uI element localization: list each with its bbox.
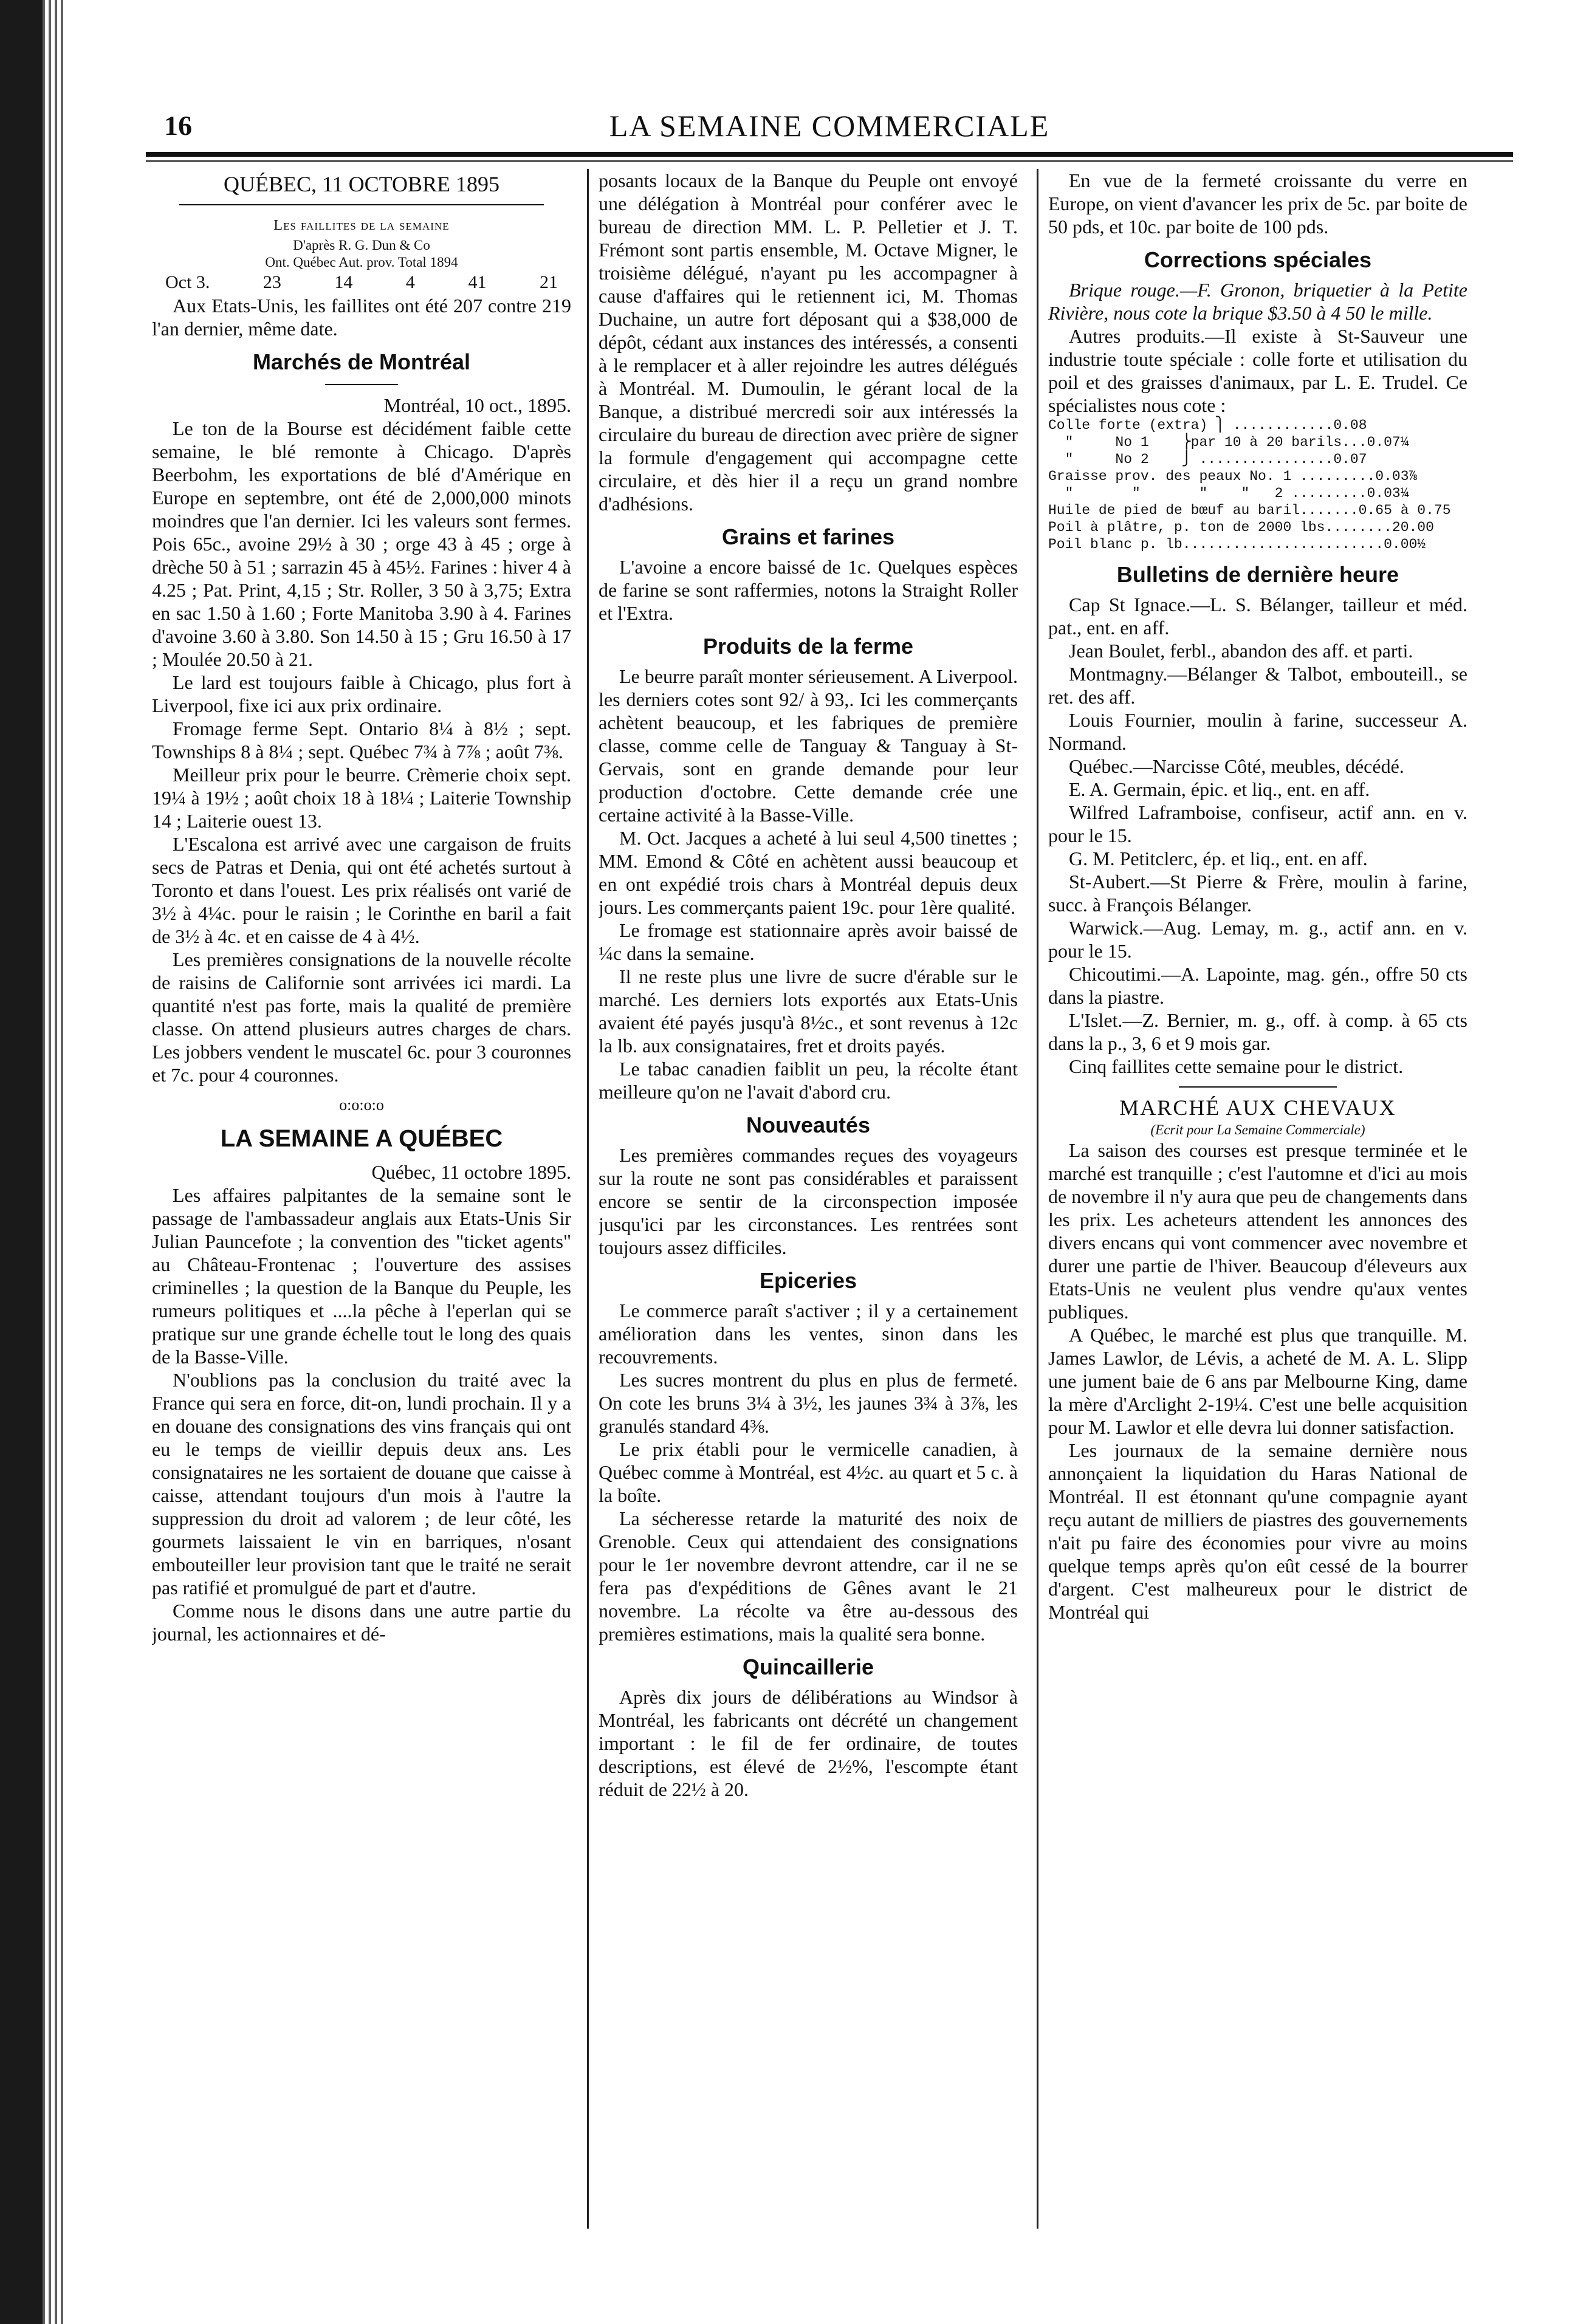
bulletin-item: Cinq faillites cette semaine pour le district. bbox=[1069, 1055, 1404, 1077]
faillites-source: D'après R. G. Dun & Co bbox=[293, 238, 430, 253]
paragraph: L'avoine a encore baissé de 1c. Quelques espèces de farine se sont raffermies, notons la Straight Roller et l'Extra. bbox=[599, 556, 1018, 624]
issue-dateline: QUÉBEC, 11 OCTOBRE 1895 bbox=[223, 172, 500, 196]
binding-spine bbox=[0, 0, 43, 2324]
bulletin-item: St-Aubert.—St Pierre & Frère, moulin à farine, succ. à François Bélanger. bbox=[1048, 871, 1467, 916]
section-dateline: Montréal, 10 oct., 1895. bbox=[383, 394, 571, 416]
masthead: LA SEMAINE COMMERCIALE bbox=[609, 109, 1050, 143]
paragraph: Le commerce paraît s'activer ; il y a certainement amélioration dans les ventes, sinon dans les recouvrements. bbox=[599, 1300, 1018, 1368]
column-1 bbox=[152, 169, 571, 2229]
paragraph: En vue de la fermeté croissante du verre en Europe, on vient d'avancer les prix de 5c. par boite de 50 pds, et 10c. par boite de 100 pds. bbox=[1048, 170, 1467, 238]
section-dateline: Québec, 11 octobre 1895. bbox=[371, 1161, 571, 1183]
bulletin-item: Wilfred Laframboise, confiseur, actif ann. en v. pour le 15. bbox=[1048, 801, 1467, 846]
paragraph: Après dix jours de délibérations au Windsor à Montréal, les fabricants ont décrété un changement important : le fil de fer ordinaire, de toutes descriptions, est élevé de 2½%, l'escompte étant réduit de 22½ à 20. bbox=[599, 1686, 1018, 1800]
bulletin-item: Jean Boulet, ferbl., abandon des aff. et parti. bbox=[1069, 640, 1413, 662]
cell: 21 bbox=[539, 272, 558, 292]
column-2 bbox=[599, 169, 1018, 2229]
price-line: " " " " 2 .........0.03¼ bbox=[1048, 485, 1409, 501]
binding-edge bbox=[43, 0, 63, 2324]
faillites-text: Aux Etats-Unis, les faillites ont été 207 contre 219 l'an dernier, même date. bbox=[152, 295, 571, 340]
bulletin-item: E. A. Germain, épic. et liq., ent. en aff. bbox=[1069, 778, 1370, 800]
paragraph: Les sucres montrent du plus en plus de fermeté. On cote les bruns 3¼ à 3½, les jaunes 3¾ à 3⅞, les granulés standard 4⅜. bbox=[599, 1369, 1018, 1437]
paragraph: Fromage ferme Sept. Ontario 8¼ à 8½ ; sept. Townships 8 à 8¼ ; sept. Québec 7¾ à 7⅞ ; août 7⅜. bbox=[152, 718, 571, 763]
price-line: Poil à plâtre, p. ton de 2000 lbs........20.00 bbox=[1048, 519, 1434, 535]
paragraph: Le prix établi pour le vermicelle canadien, à Québec comme à Montréal, est 4½c. au quart et 5 c. à la boîte. bbox=[599, 1438, 1018, 1506]
section-heading: Corrections spéciales bbox=[1144, 247, 1372, 272]
cell: 23 bbox=[263, 272, 281, 292]
rule bbox=[325, 384, 398, 385]
paragraph: Les affaires palpitantes de la semaine sont le passage de l'ambassadeur anglais aux Etats-Unis Sir Julian Pauncefote ; la convention des "ticket agents" au Château-Frontenac ; l'ouverture des assises criminelles ; la question de la Banque du Peuple, les rumeurs politiques et ....la pêche à l'eperlan qui se pratique sur une grande échelle tout le long des quais de la Basse-Ville. bbox=[152, 1184, 571, 1368]
paragraph: Comme nous le disons dans une autre partie du journal, les actionnaires et dé- bbox=[152, 1600, 571, 1645]
header-rule-thin bbox=[146, 160, 1513, 162]
cell: 4 bbox=[405, 272, 415, 292]
paragraph: Il ne reste plus une livre de sucre d'érable sur le marché. Les derniers lots exportés aux Etats-Unis avaient été payés jusqu'à 8½c., et sont revenus à 12c la lb. aux consignataires, fret et droits payés. bbox=[599, 965, 1018, 1057]
rule bbox=[179, 204, 544, 205]
paragraph: Le fromage est stationnaire après avoir baissé de ¼c dans la semaine. bbox=[599, 919, 1018, 964]
header-rule bbox=[146, 152, 1513, 157]
paragraph: Autres produits.—Il existe à St-Sauveur une industrie toute spéciale : colle forte et utilisation du poil et des graisses d'animaux, par L. E. Trudel. Ce spécialistes nous cote : bbox=[1048, 325, 1467, 416]
bulletin-item: Warwick.—Aug. Lemay, m. g., actif ann. en v. pour le 15. bbox=[1048, 917, 1467, 962]
section-heading: Grains et farines bbox=[721, 524, 895, 549]
paragraph: A Québec, le marché est plus que tranquille. M. James Lawlor, de Lévis, a acheté de M. A. L. Slipp une jument baie de 6 ans par Melbourne King, dame la mère d'Arclight 2-19¼. C'est une belle acquisition pour M. Lawlor et elle devra lui donner satisfaction. bbox=[1048, 1324, 1467, 1438]
section-heading: Nouveautés bbox=[746, 1112, 871, 1137]
bulletin-item: Louis Fournier, moulin à farine, successeur A. Normand. bbox=[1048, 709, 1467, 754]
cell: 41 bbox=[468, 272, 487, 292]
paragraph: Brique rouge.—F. Gronon, briquetier à la Petite Rivière, nous cote la brique $3.50 à 4 50 le mille. bbox=[1048, 279, 1467, 324]
cell: Oct 3. bbox=[165, 272, 210, 292]
paragraph: Le ton de la Bourse est décidément faible cette semaine, le blé remonte à Chicago. D'après Beerbohm, les exportations de blé d'Amérique en Europe en septembre, ont été de 2,000,000 minots moindres que l'an dernier. Ici les valeurs sont fermes. Pois 65c., avoine 29½ à 30 ; orge 43 à 45 ; orge à drèche 50 à 51 ; sarrazin 45 à 45½. Farines : hiver 4 à 4.25 ; Pat. Print, 4,15 ; Str. Roller, 3 50 à 3,75; Extra en sac 1.50 à 1.60 ; Forte Manitoba 3.90 à 4. Farines d'avoine 3.60 à 3.80. Son 14.50 à 15 ; Gru 16.50 à 17 ; Moulée 20.50 à 21. bbox=[152, 417, 571, 670]
price-line: Poil blanc p. lb........................0.00½ bbox=[1048, 536, 1426, 552]
price-line: Colle forte (extra) ⎫ ............0.08 bbox=[1048, 417, 1367, 433]
section-heading: LA SEMAINE A QUÉBEC bbox=[220, 1125, 503, 1152]
paragraph: Les journaux de la semaine dernière nous annonçaient la liquidation du Haras National de Montréal. Il est étonnant qu'une compagnie ayant reçu autant de milliers de piastres des gouvernements n'ait pu faire des économies pour vivre au moins quelque temps après qu'on eût cessé de la bourrer d'argent. C'est malheureux pour le district de Montréal qui bbox=[1048, 1439, 1467, 1623]
paragraph: N'oublions pas la conclusion du traité avec la France qui sera en force, dit-on, lundi prochain. Il y a en douane des consignations des vins français qui ont eu le temps de vieillir depuis deux ans. Les consignataires ne les sortaient de douane que caisse à caisse, attendant toujours d'un mois à l'autre la suppression du droit ad valorem ; de leur côté, les gourmets laissaient le vin en barriques, n'osant embouteiller leur provision tant que le traité ne serait pas ratifié et promulgué de part et d'autre. bbox=[152, 1369, 571, 1599]
faillites-row bbox=[152, 271, 571, 294]
paragraph: Meilleur prix pour le beurre. Crèmerie choix sept. 19¼ à 19½ ; août choix 18 à 18¼ ; Laiterie Township 14 ; Laiterie ouest 13. bbox=[152, 764, 571, 832]
column-divider bbox=[1037, 169, 1038, 2229]
faillites-title: Les faillites de la semaine bbox=[273, 218, 450, 233]
price-line: " No 2 ⎭ ................0.07 bbox=[1048, 451, 1367, 467]
rule bbox=[1179, 1086, 1337, 1088]
paragraph: M. Oct. Jacques a acheté à lui seul 4,500 tinettes ; MM. Emond & Côté en achètent aussi beaucoup et en ont expédié trois chars à Montréal depuis deux jours. Les commerçants paient 19c. pour 1ère qualité. bbox=[599, 827, 1018, 918]
paragraph: posants locaux de la Banque du Peuple ont envoyé une délégation à Montréal pour conférer avec le bureau de direction MM. L. P. Pelletier et J. T. Frémont sont partis ensemble, M. Octave Migner, le troisième délégué, n'ayant pu les accompagner à cause d'affaires qui le retiennent ici, M. Thomas Duchaine, un autre fort déposant qui a $38,000 de dépôt, cédant aux instances des intéressés, a consenti à le remplacer et à aller rejoindre les autres délégués à Montréal. M. Dumoulin, le gérant local de la Banque, a distribué mercredi soir aux intéressés la circulaire du bureau de direction avec prière de signer la formule d'engagement qui accompagne cette circulaire, et dès hier il a reçu un grand nombre d'adhésions. bbox=[599, 170, 1018, 515]
price-line: " No 1 ⎬par 10 à 20 barils...0.07¼ bbox=[1048, 434, 1409, 450]
paragraph: La sécheresse retarde la maturité des noix de Grenoble. Ceux qui attendaient des consignations pour le 1er novembre devront attendre, car il ne se fera pas d'expéditions de Gênes avant le 21 novembre. La récolte va être au-dessous des premières estimations, mais la qualité sera bonne. bbox=[599, 1507, 1018, 1645]
paragraph: Les premières commandes reçues des voyageurs sur la route ne sont pas considérables et paraissent encore se sentir de la circonspection imposée jusqu'ici par les circonstances. Les rentrées sont toujours assez difficiles. bbox=[599, 1144, 1018, 1258]
newspaper-page bbox=[146, 91, 1513, 2242]
paragraph: L'Escalona est arrivé avec une cargaison de fruits secs de Patras et Denia, qui ont été achetés surtout à Toronto et dans l'ouest. Les prix réalisés ont varié de 3½ à 4¼c. pour le raisin ; le Corinthe en baril a fait de 3½ à 4c. et en caisse de 4 à 4½. bbox=[152, 833, 571, 947]
paragraph: Le lard est toujours faible à Chicago, plus fort à Liverpool, fixe ici aux prix ordinaire. bbox=[152, 671, 571, 716]
price-line: Huile de pied de bœuf au baril.......0.65 à 0.75 bbox=[1048, 502, 1451, 518]
cell: 14 bbox=[334, 272, 353, 292]
bulletin-item: G. M. Petitclerc, ép. et liq., ent. en aff. bbox=[1069, 848, 1368, 869]
paragraph: Le beurre paraît monter sérieusement. A Liverpool. les derniers cotes sont 92/ à 93,. Ici les commerçants achètent beaucoup, et les fabriques de première classe, comme celle de Tanguay & Tanguay à St-Gervais, sont en grande demande pour leur production d'octobre. Cette demande crée une certaine activité à la Basse-Ville. bbox=[599, 665, 1018, 826]
page-header bbox=[146, 91, 1513, 146]
column-divider bbox=[587, 169, 589, 2229]
section-heading: MARCHÉ AUX CHEVAUX bbox=[1119, 1095, 1396, 1120]
section-heading: Marchés de Montréal bbox=[252, 349, 471, 374]
section-heading: Quincaillerie bbox=[742, 1654, 874, 1679]
section-heading: Epiceries bbox=[759, 1268, 857, 1293]
paragraph: Les premières consignations de la nouvelle récolte de raisins de Californie sont arrivées ici mardi. La quantité n'est pas forte, mais la qualité de première classe. On attend plusieurs autres charges de chars. Les jobbers vendent le muscatel 6c. pour 3 couronnes et 7c. pour 4 couronnes. bbox=[152, 948, 571, 1086]
bulletin-item: Québec.—Narcisse Côté, meubles, décédé. bbox=[1069, 755, 1404, 777]
section-heading: Bulletins de dernière heure bbox=[1116, 562, 1399, 587]
separator: o:o:o:o bbox=[339, 1096, 384, 1114]
price-line: Graisse prov. des peaux No. 1 .........0.03⅞ bbox=[1048, 468, 1418, 484]
faillites-columns: Ont. Québec Aut. prov. Total 1894 bbox=[265, 255, 458, 270]
page-number: 16 bbox=[164, 110, 192, 141]
bulletin-item: Cap St Ignace.—L. S. Bélanger, tailleur et méd. pat., ent. en aff. bbox=[1048, 594, 1467, 639]
byline: (Ecrit pour La Semaine Commerciale) bbox=[1150, 1122, 1365, 1137]
bulletin-item: Montmagny.—Bélanger & Talbot, embouteill., se ret. des aff. bbox=[1048, 663, 1467, 708]
column-3 bbox=[1048, 169, 1467, 2229]
paragraph: La saison des courses est presque terminée et le marché est tranquille ; c'est l'automne et d'ici au mois de novembre il n'y aura que peu de changements dans les prix. Les acheteurs attendent les annonces des divers encans qui vont commencer avec novembre et durer une partie de l'hiver. Beaucoup d'éleveurs aux Etats-Unis ne veulent plus vendre qu'aux ventes publiques. bbox=[1048, 1139, 1467, 1323]
paragraph: Le tabac canadien faiblit un peu, la récolte étant meilleure qu'on ne l'avait d'abord cru. bbox=[599, 1058, 1018, 1103]
price-list bbox=[1048, 417, 1467, 553]
bulletin-item: L'Islet.—Z. Bernier, m. g., off. à comp. à 65 cts dans la p., 3, 6 et 9 mois gar. bbox=[1048, 1009, 1467, 1054]
section-heading: Produits de la ferme bbox=[702, 634, 914, 659]
bulletin-item: Chicoutimi.—A. Lapointe, mag. gén., offre 50 cts dans la piastre. bbox=[1048, 963, 1467, 1008]
